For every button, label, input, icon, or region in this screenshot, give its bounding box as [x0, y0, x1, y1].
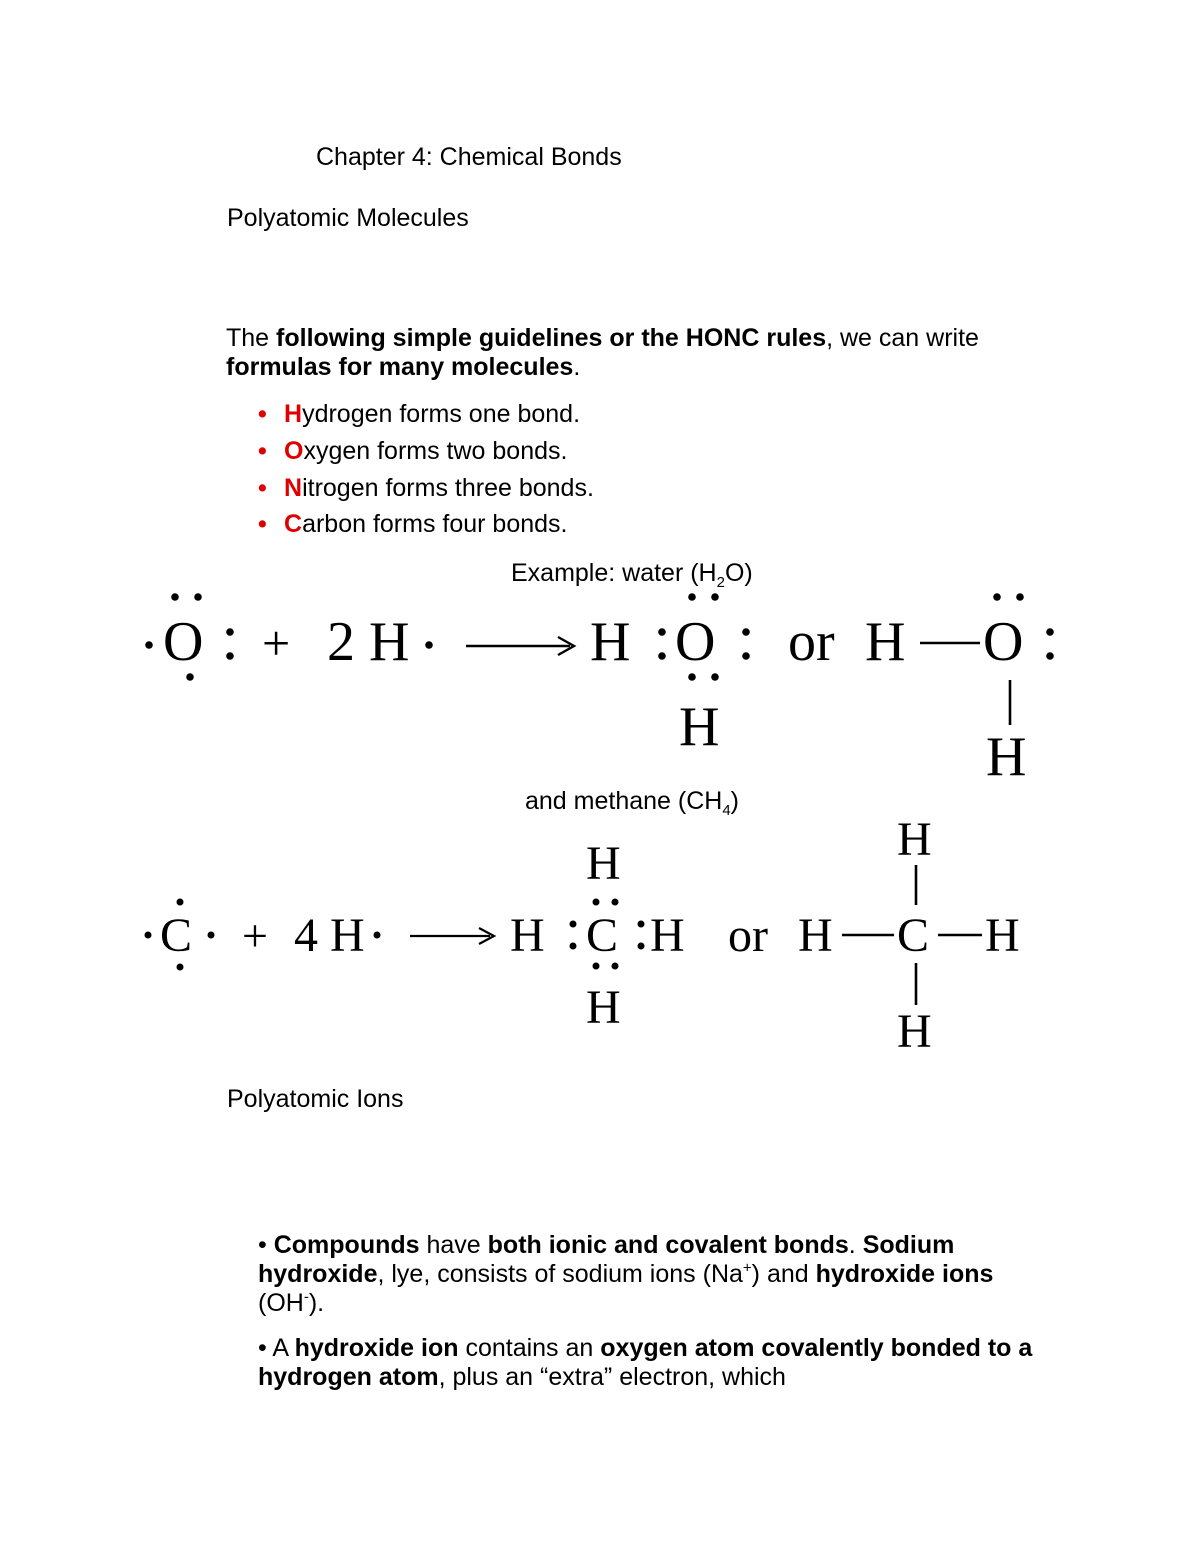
reactant-oxygen-symbol: O [163, 611, 204, 673]
honc-rule-nitrogen: • Nitrogen forms three bonds. [258, 474, 594, 502]
methane-caption: and methane $(CH_4)$ [525, 787, 739, 819]
ion-bullet-compounds: • Compounds have both ionic and covalent bonds. Sodium hydroxide, lye, consists of sodium ions (Na+) and hydroxide ions (OH-). [258, 1231, 994, 1317]
honc-rule-carbon: • Carbon forms four bonds. [258, 510, 568, 538]
chapter-title: Chapter 4: Chemical Bonds [316, 143, 622, 171]
methane-structural-top-hydrogen: H [897, 815, 932, 866]
product-hydrogen-symbol: H [590, 611, 631, 673]
methane-structural-left-hydrogen: H [798, 909, 833, 962]
methane-product-top-hydrogen: H [586, 837, 621, 890]
methane-lewis-diagram [130, 815, 1050, 1055]
methane-product-carbon: C [586, 909, 619, 962]
methane-plus-sign: + [242, 910, 268, 961]
plus-sign: + [262, 615, 291, 671]
section-heading-ions: Polyatomic Ions [227, 1085, 404, 1113]
reactant-carbon-symbol: C [160, 909, 193, 962]
methane-structural-carbon: C [897, 909, 930, 962]
honc-rule-hydrogen: • Hydrogen forms one bond. [258, 400, 581, 428]
product-lower-hydrogen-symbol: H [679, 696, 720, 758]
methane-structural-right-hydrogen: H [985, 909, 1020, 962]
four-hydrogen-label: 4 H [294, 909, 365, 962]
water-lewis-diagram [130, 585, 1070, 785]
honc-rule-oxygen: • Oxygen forms two bonds. [258, 437, 568, 465]
two-hydrogen-label: 2 H [327, 611, 410, 673]
ion-bullet-hydroxide: • A hydroxide ion contains an oxygen atom covalently bonded to a hydrogen atom, plus an “extra” electron, which [258, 1334, 1033, 1391]
methane-product-left-hydrogen: H [510, 909, 545, 962]
intro-paragraph: The following simple guidelines or the HONC rules, we can write formulas for many molecules. [226, 324, 979, 381]
structural-hydrogen-symbol: H [865, 611, 906, 673]
or-label: or [788, 611, 835, 673]
section-heading-molecules: Polyatomic Molecules [227, 204, 469, 232]
structural-oxygen-symbol: O [983, 611, 1024, 673]
water-caption: Example: water $(H_2O)$ [511, 559, 753, 591]
structural-lower-hydrogen-symbol: H [986, 726, 1027, 785]
methane-or-label: or [728, 909, 768, 962]
methane-structural-bottom-hydrogen: H [897, 1005, 932, 1055]
product-oxygen-symbol: O [675, 611, 716, 673]
methane-product-bottom-hydrogen: H [586, 981, 621, 1034]
methane-product-right-hydrogen: H [650, 909, 685, 962]
